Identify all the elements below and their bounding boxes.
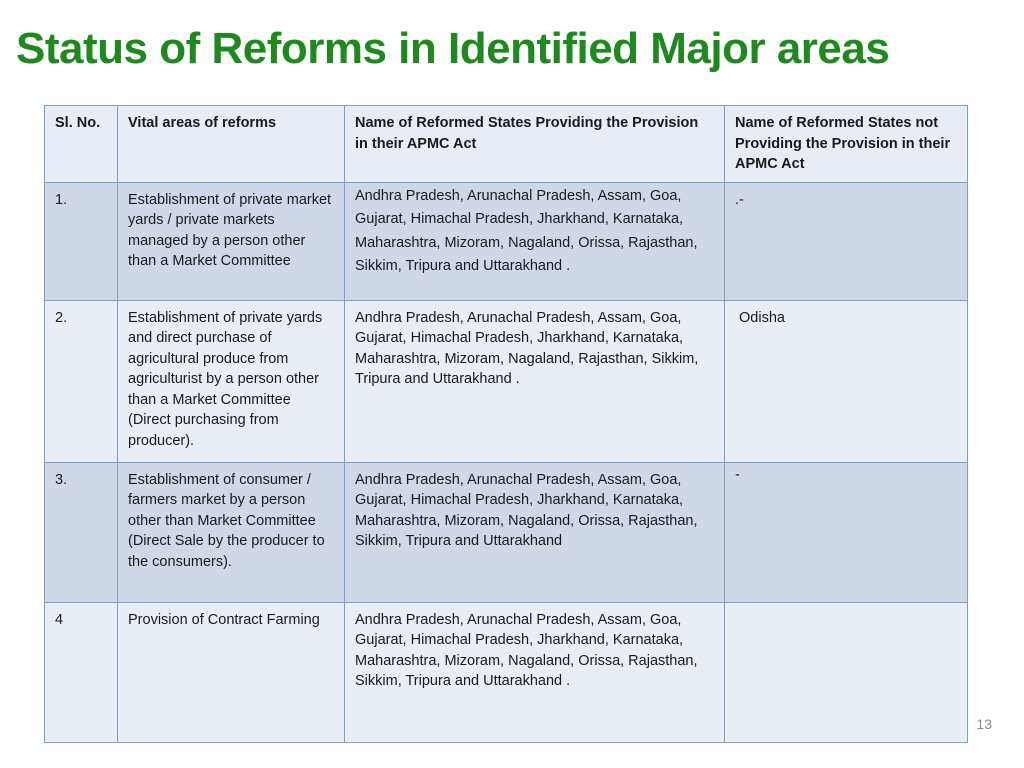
cell-states-not-providing: .- <box>725 182 968 300</box>
cell-vital-area: Provision of Contract Farming <box>118 602 345 742</box>
table-row <box>45 182 968 300</box>
header-vital-areas: Vital areas of reforms <box>118 106 345 183</box>
cell-states-not-providing: Odisha <box>725 300 968 462</box>
table-header-row <box>45 106 968 183</box>
reforms-status-table <box>44 105 968 743</box>
cell-vital-area: Establishment of private market yards / private markets managed by a person other than a Market Committee <box>118 182 345 300</box>
table-row <box>45 300 968 462</box>
cell-states-providing: Andhra Pradesh, Arunachal Pradesh, Assam, Goa, Gujarat, Himachal Pradesh, Jharkhand, Karnataka, Maharashtra, Mizoram, Nagaland, Orissa, Rajasthan, Sikkim, Tripura and Uttarakhand . <box>345 602 725 742</box>
cell-states-providing: Andhra Pradesh, Arunachal Pradesh, Assam, Goa, Gujarat, Himachal Pradesh, Jharkhand, Karnataka, Maharashtra, Mizoram, Nagaland, Orissa, Rajasthan, Sikkim, Tripura and Uttarakhand <box>345 462 725 602</box>
page-title: Status of Reforms in Identified Major areas <box>16 24 890 73</box>
cell-vital-area: Establishment of private yards and direct purchase of agricultural produce from agriculturist by a person other than a Market Committee (Direct purchasing from producer). <box>118 300 345 462</box>
cell-sl-no: 2. <box>45 300 118 462</box>
page-number: 13 <box>976 716 992 732</box>
cell-states-providing: Andhra Pradesh, Arunachal Pradesh, Assam, Goa, Gujarat, Himachal Pradesh, Jharkhand, Karnataka, Maharashtra, Mizoram, Nagaland, Orissa, Rajasthan, Sikkim, Tripura and Uttarakhand . <box>345 182 725 300</box>
cell-states-providing: Andhra Pradesh, Arunachal Pradesh, Assam, Goa, Gujarat, Himachal Pradesh, Jharkhand, Karnataka, Maharashtra, Mizoram, Nagaland, Rajasthan, Sikkim, Tripura and Uttarakhand . <box>345 300 725 462</box>
table-row <box>45 462 968 602</box>
table-row <box>45 602 968 742</box>
cell-sl-no: 3. <box>45 462 118 602</box>
cell-sl-no: 4 <box>45 602 118 742</box>
cell-states-not-providing: - <box>725 462 968 602</box>
header-states-providing: Name of Reformed States Providing the Provision in their APMC Act <box>345 106 725 183</box>
header-sl-no: Sl. No. <box>45 106 118 183</box>
cell-sl-no: 1. <box>45 182 118 300</box>
cell-vital-area: Establishment of consumer / farmers market by a person other than Market Committee (Direct Sale by the producer to the consumers). <box>118 462 345 602</box>
header-states-not-providing: Name of Reformed States not Providing the Provision in their APMC Act <box>725 106 968 183</box>
cell-states-not-providing <box>725 602 968 742</box>
